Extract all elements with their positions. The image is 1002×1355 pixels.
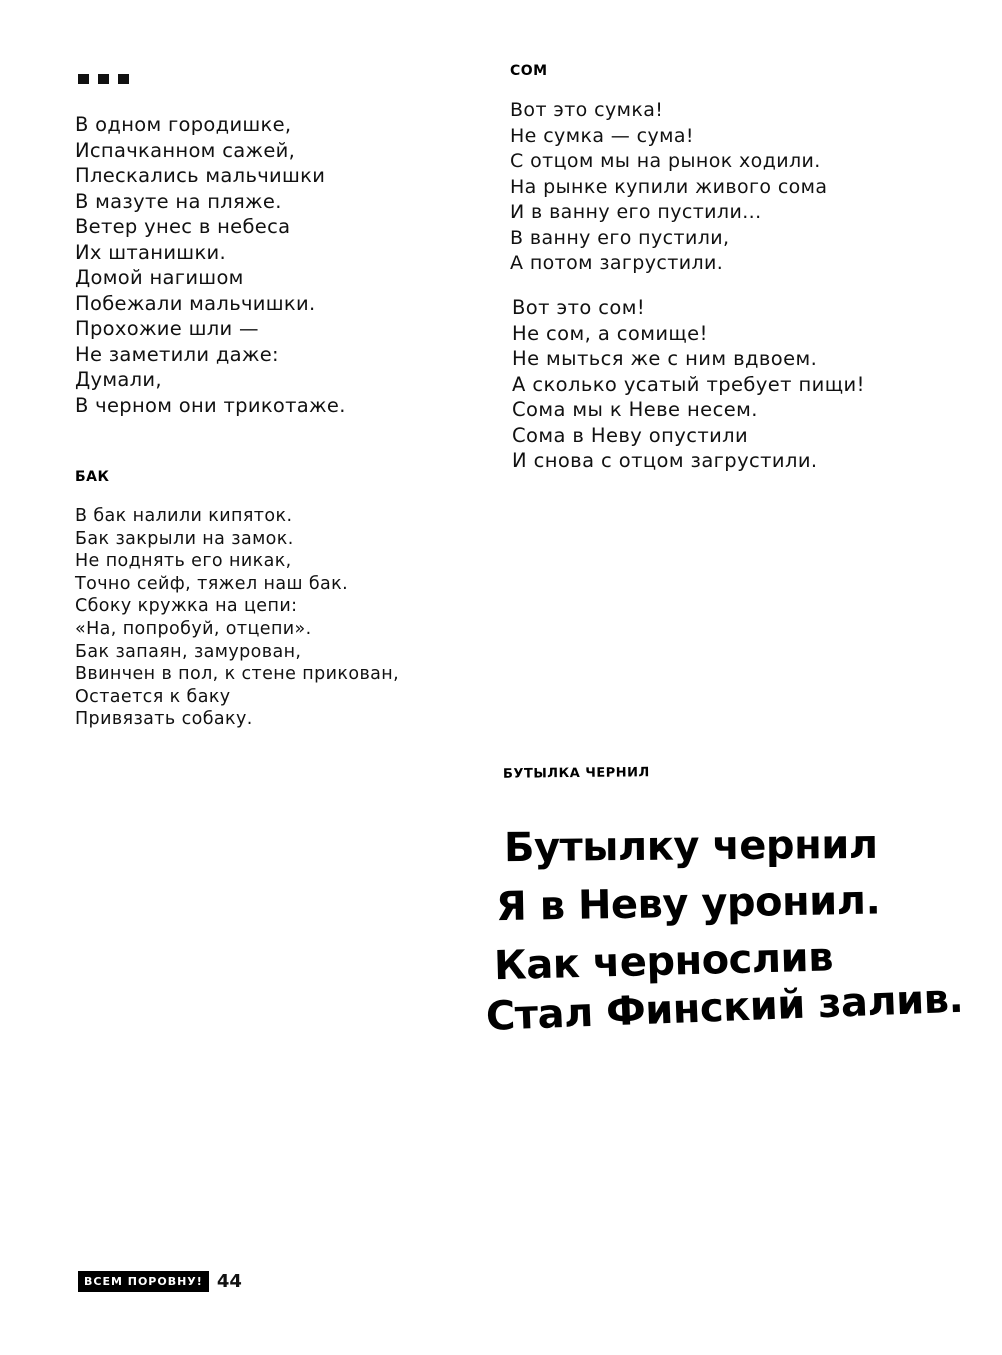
poem-line: Не сумка — сума! bbox=[510, 124, 694, 147]
poem-line: В мазуте на пляже. bbox=[75, 189, 282, 213]
poem-line: Не поднять его никак, bbox=[75, 551, 292, 572]
poem-line: А потом загрустили. bbox=[510, 252, 724, 274]
poem-line: Думали, bbox=[75, 368, 162, 391]
poem-line: Сбоку кружка на цепи: bbox=[75, 596, 298, 617]
poem-line: С отцом мы на рынок ходили. bbox=[510, 150, 821, 172]
book-title-badge: ВСЕМ ПОРОВНУ! bbox=[78, 1271, 209, 1292]
poem-line: Сома в Неву опустили bbox=[512, 423, 749, 447]
poem-line: Бак закрыли на замок. bbox=[75, 528, 294, 549]
poem-line: Плескались мальчишки bbox=[75, 164, 326, 187]
poem-som-stanza-2 bbox=[512, 295, 865, 474]
poem-line: Прохожие шли — bbox=[75, 317, 259, 340]
poem-som-stanza-1 bbox=[510, 98, 827, 277]
poem-line: Вот это сумка! bbox=[510, 99, 664, 121]
poem-line: И снова с отцом загрустили. bbox=[512, 449, 818, 472]
ornament-square bbox=[98, 74, 109, 84]
page-footer bbox=[78, 1271, 242, 1292]
poem-title-bak: БАК bbox=[75, 469, 110, 485]
poem-title-som: СОМ bbox=[510, 63, 548, 79]
poem-title-ink-bottle: БУТЫЛКА ЧЕРНИЛ bbox=[502, 765, 650, 782]
poem-line: Как чернослив bbox=[493, 934, 834, 990]
poem-line: Не сом, а сомище! bbox=[512, 321, 708, 345]
poem-line: В ванну его пустили, bbox=[510, 226, 730, 249]
poem-line: А сколько усатый требует пищи! bbox=[512, 372, 865, 396]
page-number: 44 bbox=[216, 1271, 242, 1292]
poem-line: Не мыться же с ним вдвоем. bbox=[512, 347, 818, 370]
poem-line: Сома мы к Неве несем. bbox=[512, 398, 758, 421]
poem-line: Домой нагишом bbox=[75, 266, 244, 289]
poem-line: Бутылку чернил bbox=[503, 821, 878, 872]
section-ornament bbox=[78, 74, 129, 84]
poem-bak bbox=[75, 505, 399, 731]
poem-line: Точно сейф, тяжел наш бак. bbox=[75, 573, 349, 594]
poem-line: Я в Неву уронил. bbox=[495, 877, 881, 931]
poem-line: Их штанишки. bbox=[75, 240, 226, 264]
ornament-square bbox=[78, 74, 89, 84]
poem-line: На рынке купили живого сома bbox=[510, 175, 828, 198]
poem-line: Побежали мальчишки. bbox=[75, 291, 316, 315]
poem-line: Испачканном сажей, bbox=[75, 138, 296, 162]
poem-line: В бак налили кипяток. bbox=[75, 506, 293, 526]
poem-line: «На, попробуй, отцепи». bbox=[75, 618, 312, 639]
poem-line: Вот это сом! bbox=[512, 296, 646, 319]
poem-line: И в ванну его пустили... bbox=[510, 201, 762, 223]
ornament-square bbox=[118, 74, 129, 84]
poem-line: В черном они трикотаже. bbox=[75, 393, 346, 417]
poem-line: Бак запаян, замурован, bbox=[75, 641, 302, 662]
poem-line: Не заметили даже: bbox=[75, 342, 279, 366]
poem-ink-bottle bbox=[485, 818, 968, 1046]
poem-line: В одном городишке, bbox=[75, 113, 292, 136]
poem-line: Стал Финский залив. bbox=[485, 975, 965, 1040]
poem-line: Ввинчен в пол, к стене прикован, bbox=[75, 664, 400, 685]
poem-line: Ветер унес в небеса bbox=[75, 215, 291, 238]
poem-line: Привязать собаку. bbox=[75, 709, 253, 730]
poem-city-boys bbox=[75, 112, 346, 418]
poem-line: Остается к баку bbox=[75, 686, 231, 707]
